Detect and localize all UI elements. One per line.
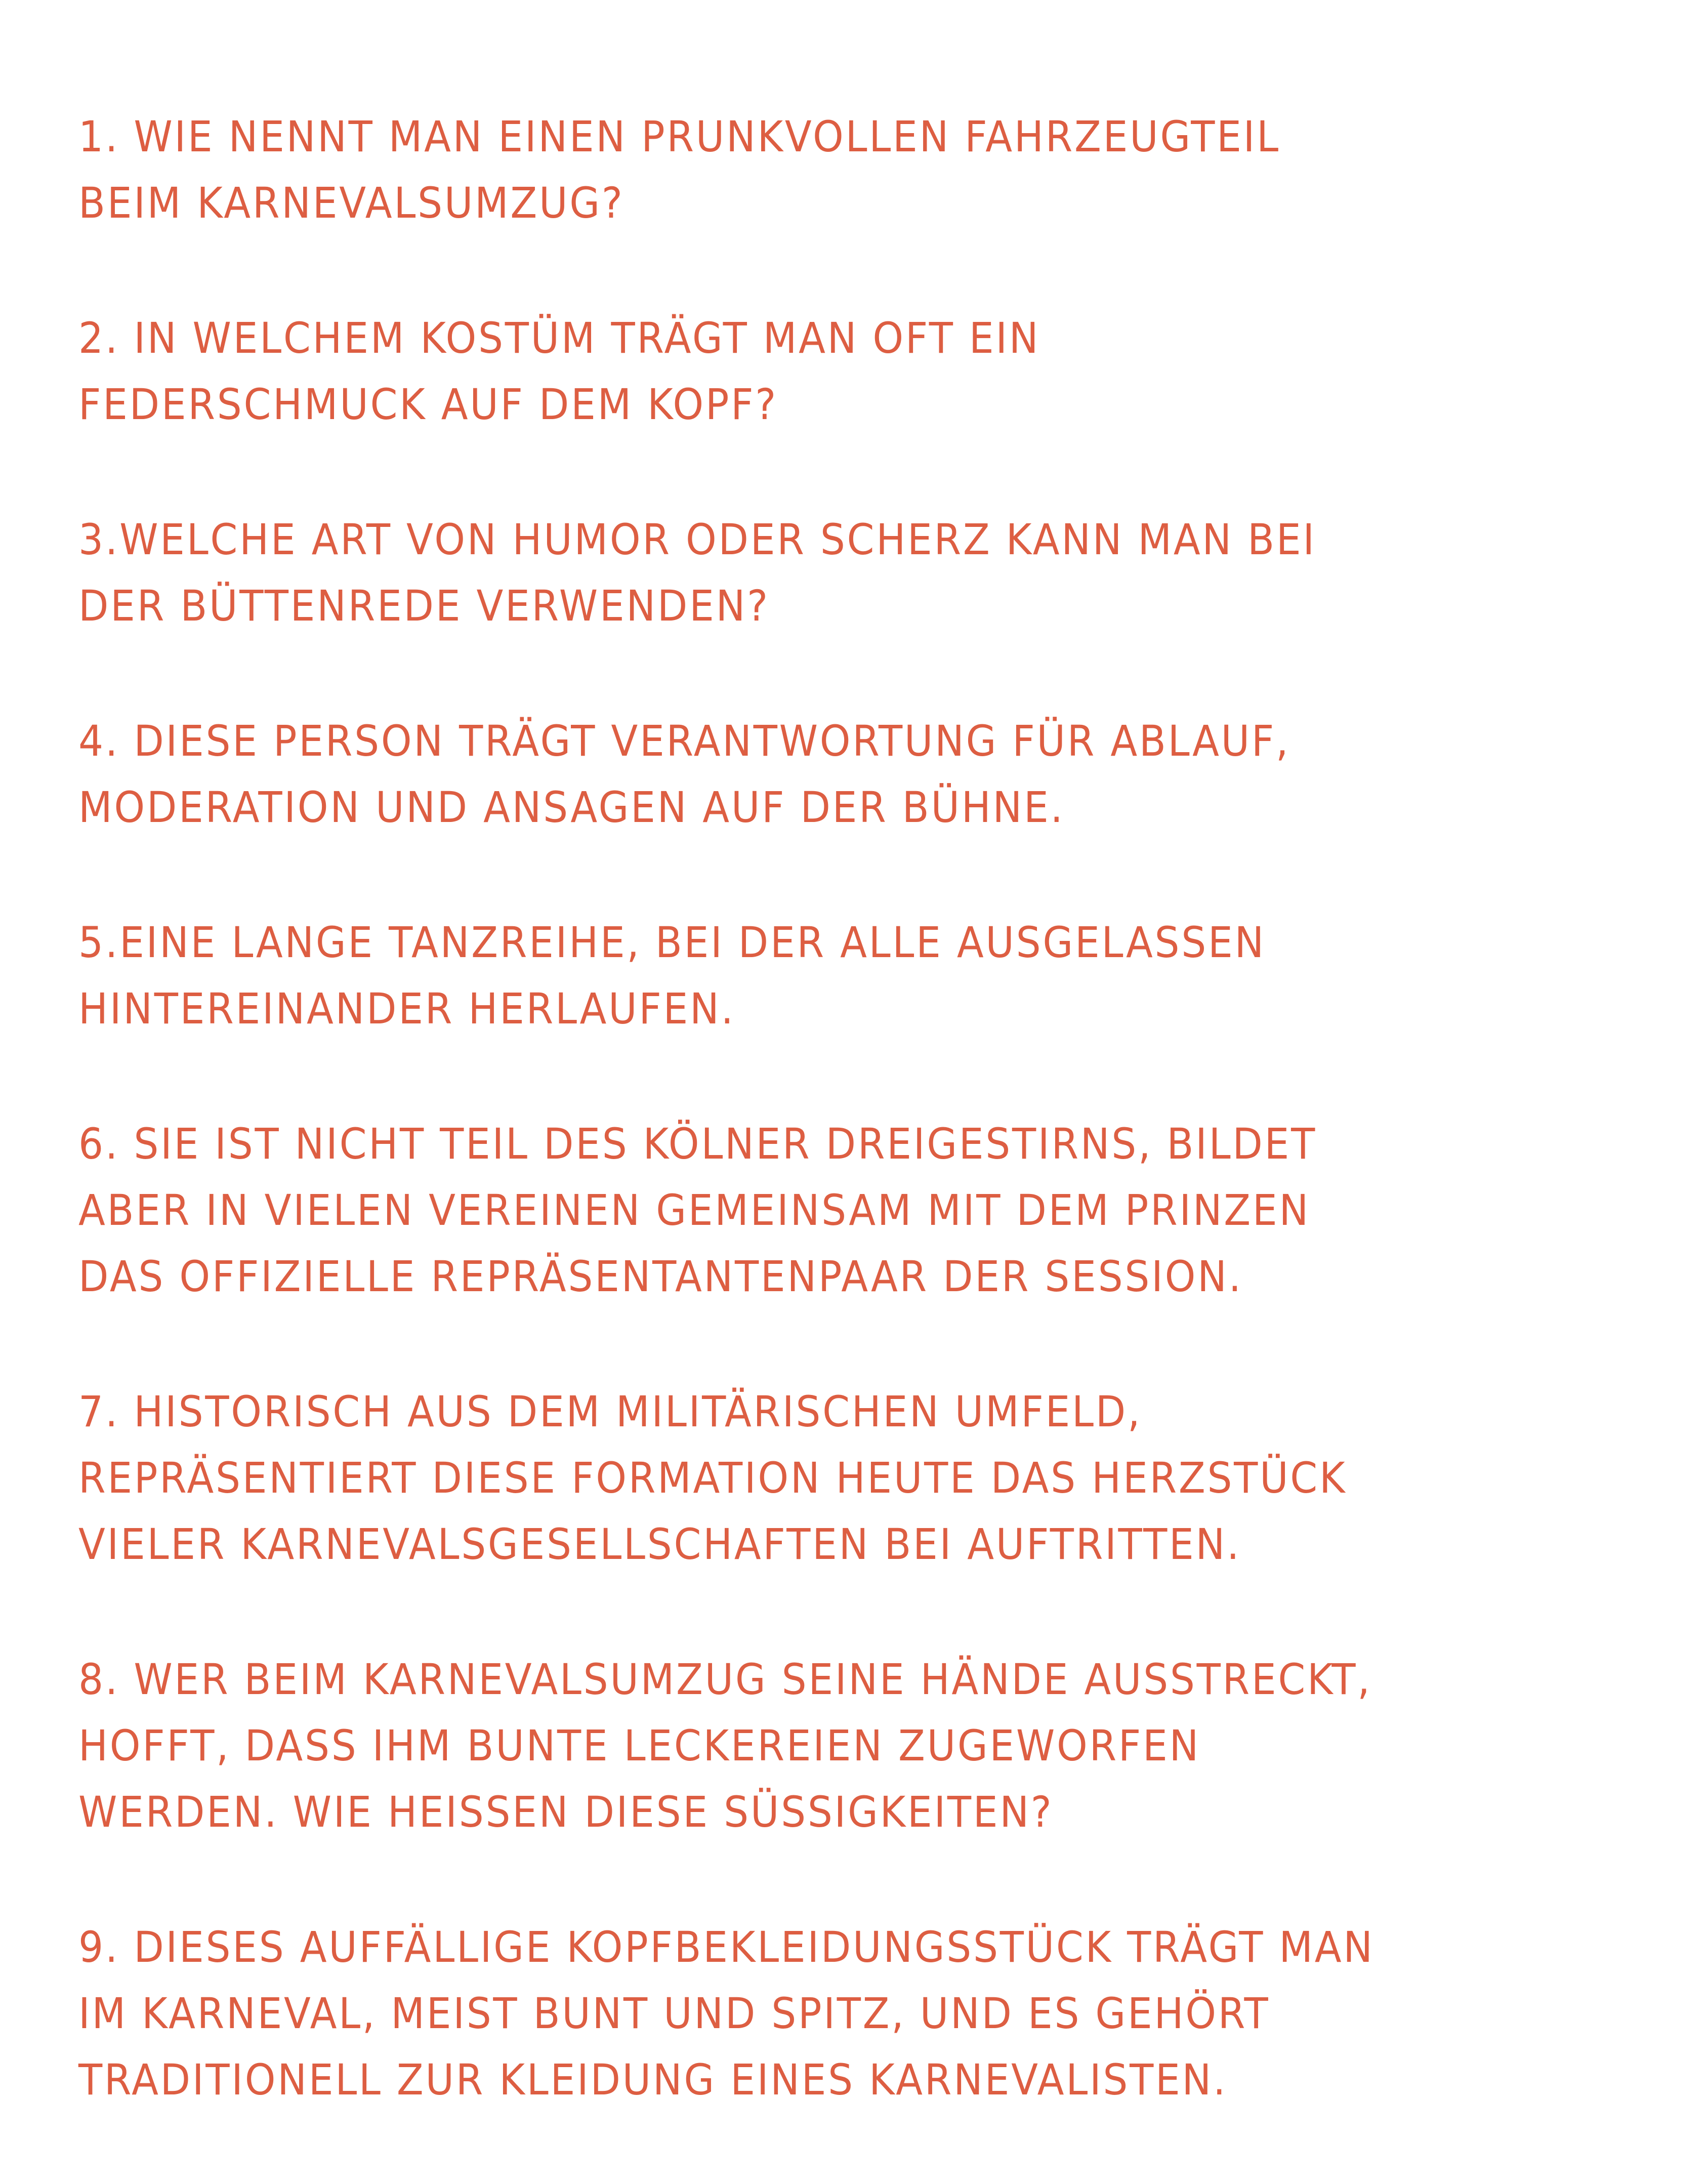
question-1 bbox=[78, 104, 1671, 236]
question-4-line-1: 4. DIESE PERSON TRÄGT VERANTWORTUNG FÜR ABLAUF, bbox=[78, 716, 1290, 766]
question-8-line-3: WERDEN. WIE HEISSEN DIESE SÜSSIGKEITEN? bbox=[78, 1787, 1054, 1837]
question-2-line-2: FEDERSCHMUCK AUF DEM KOPF? bbox=[78, 380, 778, 429]
question-3 bbox=[78, 507, 1671, 639]
question-6-line-3: DAS OFFIZIELLE REPRÄSENTANTENPAAR DER SESSION. bbox=[78, 1252, 1243, 1301]
question-9-line-2: IM KARNEVAL, MEIST BUNT UND SPITZ, UND ES GEHÖRT bbox=[78, 1989, 1270, 2038]
question-7-line-2: REPRÄSENTIERT DIESE FORMATION HEUTE DAS HERZSTÜCK bbox=[78, 1453, 1347, 1503]
question-5 bbox=[78, 910, 1671, 1042]
question-4 bbox=[78, 708, 1671, 841]
question-6 bbox=[78, 1111, 1671, 1310]
question-2 bbox=[78, 305, 1671, 438]
question-7 bbox=[78, 1379, 1671, 1578]
question-6-line-1: 6. SIE IST NICHT TEIL DES KÖLNER DREIGESTIRNS, BILDET bbox=[78, 1119, 1317, 1169]
question-8-line-2: HOFFT, DASS IHM BUNTE LECKEREIEN ZUGEWORFEN bbox=[78, 1721, 1200, 1771]
question-8 bbox=[78, 1646, 1671, 1845]
question-3-line-1: 3.WELCHE ART VON HUMOR ODER SCHERZ KANN MAN BEI bbox=[78, 515, 1316, 564]
question-6-line-2: ABER IN VIELEN VEREINEN GEMEINSAM MIT DEM PRINZEN bbox=[78, 1185, 1310, 1235]
question-2-line-1: 2. IN WELCHEM KOSTÜM TRÄGT MAN OFT EIN bbox=[78, 313, 1040, 363]
question-7-line-1: 7. HISTORISCH AUS DEM MILITÄRISCHEN UMFELD, bbox=[78, 1387, 1142, 1436]
question-7-line-3: VIELER KARNEVALSGESELLSCHAFTEN BEI AUFTRITTEN. bbox=[78, 1519, 1241, 1569]
question-9 bbox=[78, 1914, 1671, 2113]
question-9-line-3: TRADITIONELL ZUR KLEIDUNG EINES KARNEVALISTEN. bbox=[78, 2055, 1228, 2105]
question-5-line-1: 5.EINE LANGE TANZREIHE, BEI DER ALLE AUSGELASSEN bbox=[78, 918, 1266, 967]
question-5-line-2: HINTEREINANDER HERLAUFEN. bbox=[78, 984, 735, 1034]
question-3-line-2: DER BÜTTENREDE VERWENDEN? bbox=[78, 581, 770, 631]
question-1-line-2: BEIM KARNEVALSUMZUG? bbox=[78, 178, 624, 228]
question-4-line-2: MODERATION UND ANSAGEN AUF DER BÜHNE. bbox=[78, 783, 1065, 832]
question-8-line-1: 8. WER BEIM KARNEVALSUMZUG SEINE HÄNDE AUSSTRECKT, bbox=[78, 1655, 1372, 1704]
quiz-question-list bbox=[78, 104, 1668, 2182]
question-9-line-1: 9. DIESES AUFFÄLLIGE KOPFBEKLEIDUNGSSTÜCK TRÄGT MAN bbox=[78, 1922, 1374, 1972]
question-1-line-1: 1. WIE NENNT MAN EINEN PRUNKVOLLEN FAHRZEUGTEIL bbox=[78, 112, 1280, 161]
